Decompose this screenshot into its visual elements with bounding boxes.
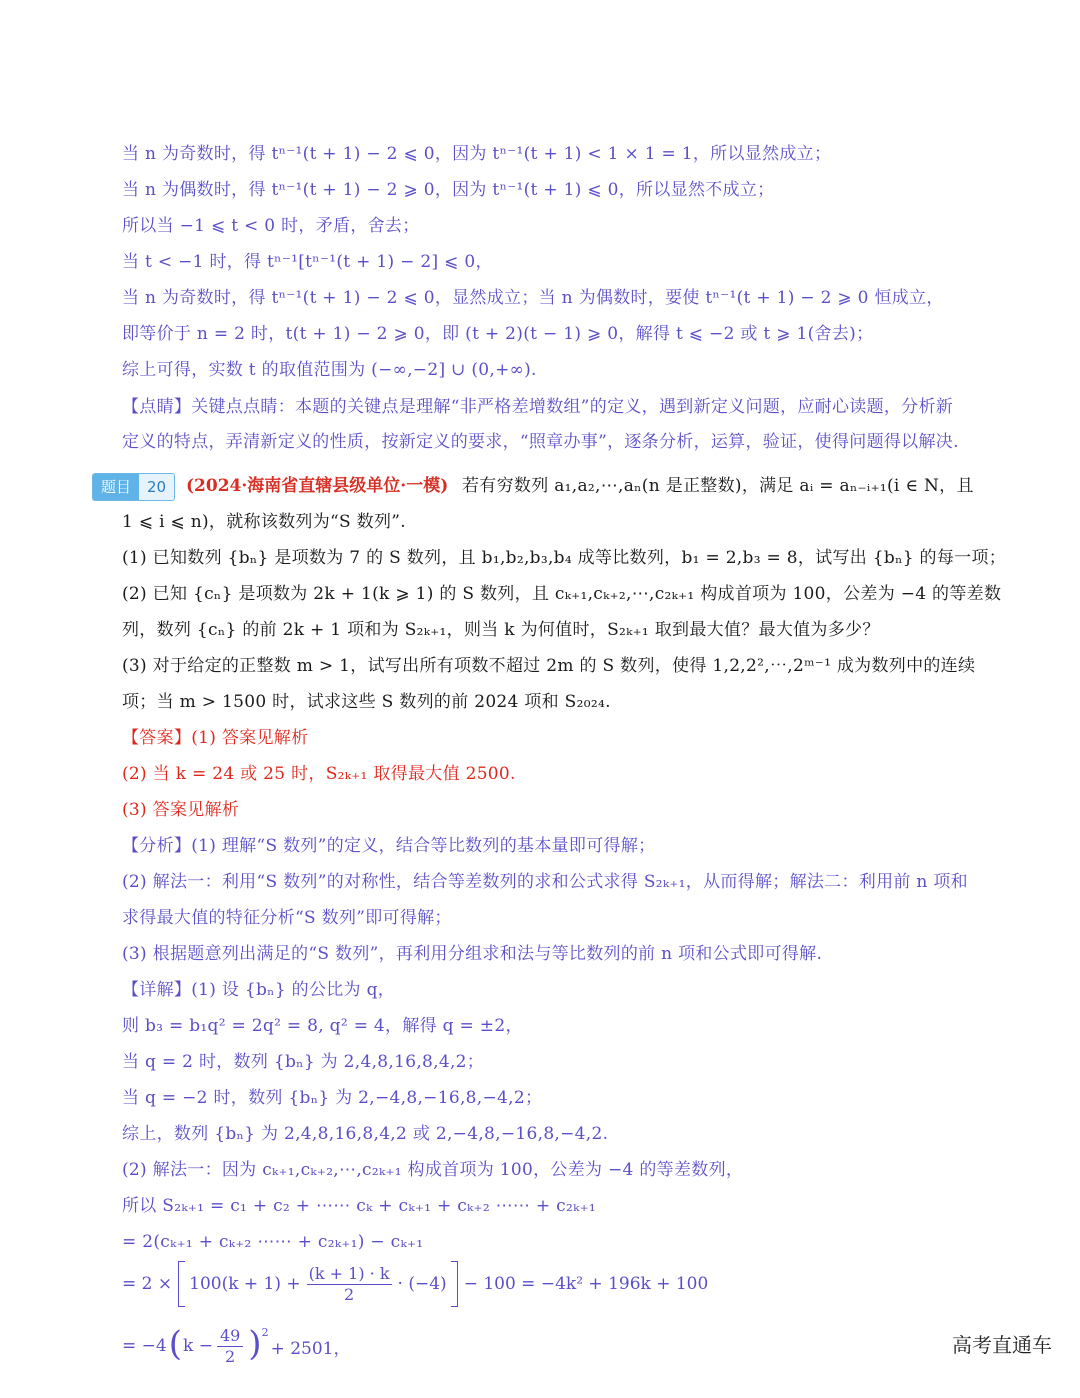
fraction bbox=[307, 1264, 392, 1305]
right-bracket bbox=[451, 1261, 458, 1307]
formula-last bbox=[122, 1320, 350, 1372]
detail-line: 当 q = −2 时，数列 {bₙ} 为 2,−4,8,−16,8,−4,2； bbox=[122, 1088, 543, 1108]
solution-line: 所以当 −1 ⩽ t < 0 时，矛盾，舍去； bbox=[122, 216, 420, 236]
question-line: 列，数列 {cₙ} 的前 2k + 1 项和为 S₂ₖ₊₁，则当 k 为何值时，S₂ₖ₊₁ 取到最大值？最大值为多少？ bbox=[122, 620, 880, 640]
fraction-denominator: 2 bbox=[225, 1346, 236, 1366]
comment-line: 【点睛】关键点点睛：本题的关键点是理解“非严格差增数组”的定义，遇到新定义问题，应耐心读题，分析新 bbox=[122, 397, 954, 417]
exponent: 2 bbox=[261, 1326, 269, 1339]
right-paren: ) bbox=[248, 1324, 262, 1364]
question-line: (1) 已知数列 {bₙ} 是项数为 7 的 S 数列，且 b₁,b₂,b₃,b₄ 成等比数列，b₁ = 2,b₃ = 8，试写出 {bₙ} 的每一项； bbox=[122, 548, 1007, 568]
formula-part2: · (−4) bbox=[397, 1274, 447, 1294]
question-tag-label: 题目 bbox=[93, 474, 139, 500]
solution-line: 当 n 为奇数时，得 tⁿ⁻¹(t + 1) − 2 ⩽ 0，因为 tⁿ⁻¹(t + 1) < 1 × 1 = 1，所以显然成立； bbox=[122, 144, 832, 164]
detail-line: (2) 解法一：因为 cₖ₊₁,cₖ₊₂,⋯,c₂ₖ₊₁ 构成首项为 100，公差为 −4 的等差数列， bbox=[122, 1160, 744, 1180]
comment-line: 定义的特点，弄清新定义的性质，按新定义的要求，“照章办事”，逐条分析，运算，验证，使得问题得以解决. bbox=[122, 432, 959, 452]
solution-line: 综上可得，实数 t 的取值范围为 (−∞,−2] ∪ (0,+∞). bbox=[122, 360, 537, 380]
question-line: (3) 对于给定的正整数 m > 1，试写出所有项数不超过 2m 的 S 数列，使得 1,2,2²,⋯,2ᵐ⁻¹ 成为数列中的连续 bbox=[122, 656, 976, 676]
formula-last-prefix: = −4 bbox=[122, 1336, 167, 1356]
detail-line: = 2(cₖ₊₁ + cₖ₊₂ ⋯⋯ + c₂ₖ₊₁) − cₖ₊₁ bbox=[122, 1232, 424, 1252]
fraction-numerator: (k + 1) · k bbox=[308, 1263, 390, 1283]
formula-suffix: − 100 = −4k² + 196k + 100 bbox=[463, 1274, 709, 1294]
question-source: (2024·海南省直辖县级单位·一模) bbox=[186, 476, 449, 496]
solution-line: 当 t < −1 时，得 tⁿ⁻¹[tⁿ⁻¹(t + 1) − 2] ⩽ 0， bbox=[122, 252, 493, 272]
formula-prefix: = 2 × bbox=[122, 1274, 173, 1294]
left-bracket bbox=[178, 1261, 185, 1307]
question-line: (2) 已知 {cₙ} 是项数为 2k + 1(k ⩾ 1) 的 S 数列，且 cₖ₊₁,cₖ₊₂,⋯,c₂ₖ₊₁ 构成首项为 100，公差为 −4 的等差数 bbox=[122, 584, 1002, 604]
question-stem: 若有穷数列 a₁,a₂,⋯,aₙ(n 是正整数)，满足 aᵢ = aₙ₋ᵢ₊₁(i ∈ N，且 bbox=[462, 476, 974, 496]
answer-line: (2) 当 k = 24 或 25 时，S₂ₖ₊₁ 取得最大值 2500. bbox=[122, 764, 516, 784]
formula-last-suffix: + 2501， bbox=[270, 1338, 351, 1359]
watermark: 高考直通车 bbox=[952, 1333, 1052, 1357]
analysis-line: 求得最大值的特征分析“S 数列”即可得解； bbox=[122, 908, 452, 928]
question-tag bbox=[92, 473, 175, 501]
question-line: 项；当 m > 1500 时，试求这些 S 数列的前 2024 项和 S₂₀₂₄. bbox=[122, 692, 611, 712]
detail-line: 则 b₃ = b₁q² = 2q² = 8, q² = 4，解得 q = ±2， bbox=[122, 1016, 523, 1036]
formula-part1: 100(k + 1) + bbox=[189, 1274, 301, 1294]
detail-line: 当 q = 2 时，数列 {bₙ} 为 2,4,8,16,8,4,2； bbox=[122, 1052, 485, 1072]
detail-line: 所以 S₂ₖ₊₁ = c₁ + c₂ + ⋯⋯ cₖ + cₖ₊₁ + cₖ₊₂ ⋯⋯ + c₂ₖ₊₁ bbox=[122, 1196, 597, 1216]
analysis-line: 【分析】(1) 理解“S 数列”的定义，结合等比数列的基本量即可得解； bbox=[122, 836, 656, 856]
analysis-line: (2) 解法一：利用“S 数列”的对称性，结合等差数列的求和公式求得 S₂ₖ₊₁，从而得解；解法二：利用前 n 项和 bbox=[122, 872, 968, 892]
detail-line: 综上，数列 {bₙ} 为 2,4,8,16,8,4,2 或 2,−4,8,−16,8,−4,2. bbox=[122, 1124, 609, 1144]
solution-line: 即等价于 n = 2 时，t(t + 1) − 2 ⩾ 0，即 (t + 2)(t − 1) ⩾ 0，解得 t ⩽ −2 或 t ⩾ 1(舍去)； bbox=[122, 324, 874, 344]
detail-line: 【详解】(1) 设 {bₙ} 的公比为 q， bbox=[122, 980, 396, 1000]
question-number: 20 bbox=[139, 474, 174, 500]
question-line: 1 ⩽ i ⩽ n)，就称该数列为“S 数列”. bbox=[122, 512, 406, 532]
formula-big bbox=[122, 1258, 708, 1310]
left-paren: ( bbox=[168, 1324, 182, 1364]
answer-line: 【答案】(1) 答案见解析 bbox=[122, 728, 309, 748]
answer-line: (3) 答案见解析 bbox=[122, 800, 240, 820]
analysis-line: (3) 根据题意列出满足的“S 数列”，再利用分组求和法与等比数列的前 n 项和公式即可得解. bbox=[122, 944, 823, 964]
fraction-denominator: 2 bbox=[344, 1284, 355, 1304]
solution-line: 当 n 为偶数时，得 tⁿ⁻¹(t + 1) − 2 ⩾ 0，因为 tⁿ⁻¹(t + 1) ⩽ 0，所以显然不成立； bbox=[122, 180, 775, 200]
solution-line: 当 n 为奇数时，得 tⁿ⁻¹(t + 1) − 2 ⩽ 0，显然成立；当 n 为偶数时，要使 tⁿ⁻¹(t + 1) − 2 ⩾ 0 恒成立， bbox=[122, 288, 944, 308]
formula-last-inner: k − bbox=[182, 1336, 213, 1356]
fraction-numerator: 49 bbox=[217, 1326, 243, 1347]
fraction bbox=[217, 1326, 243, 1367]
